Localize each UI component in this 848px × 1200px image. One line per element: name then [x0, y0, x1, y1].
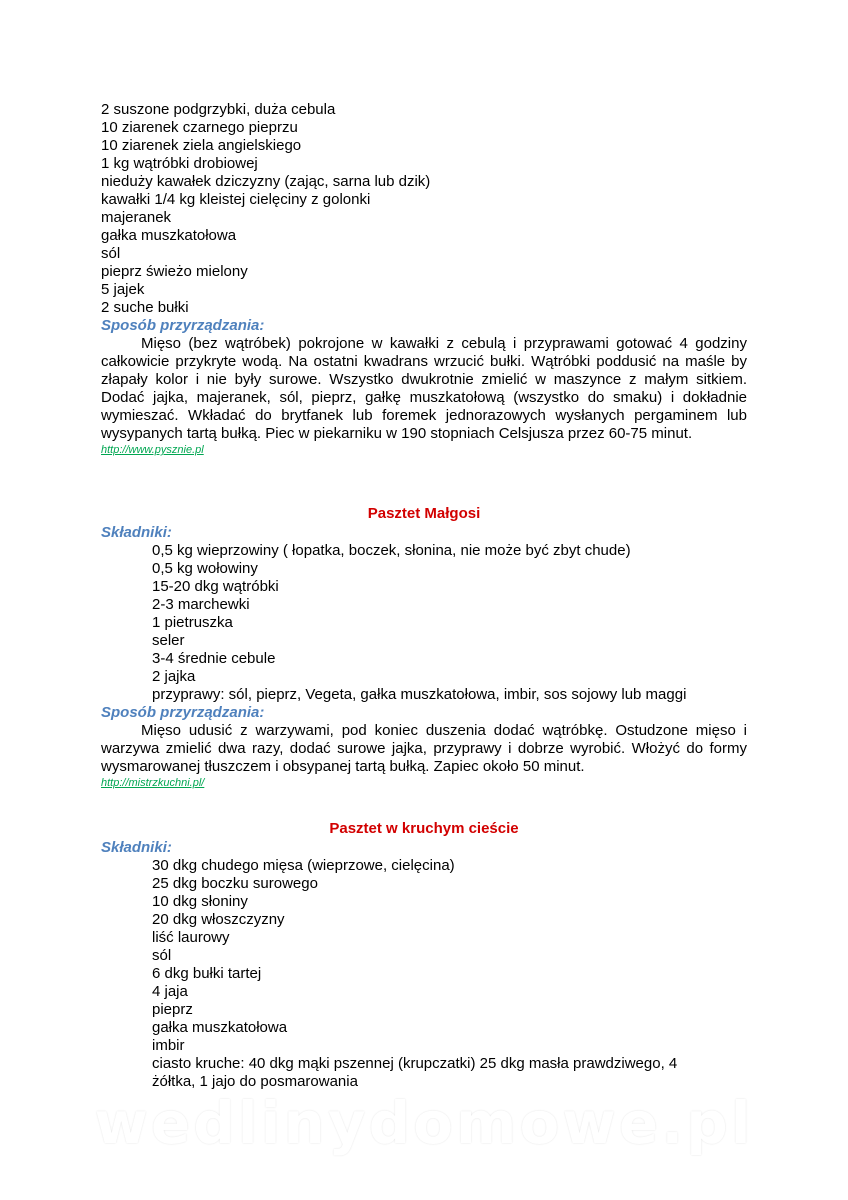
ingredient-line: 6 dkg bułki tartej: [152, 965, 262, 982]
ingredient-line: 30 dkg chudego mięsa (wieprzowe, cielęcina): [152, 857, 455, 874]
ingredient-line: 10 ziarenek ziela angielskiego: [101, 137, 302, 154]
ingredient-line: sól: [152, 947, 172, 964]
ingredient-line: 2 suche bułki: [101, 299, 189, 316]
ingredient-line: 5 jajek: [101, 281, 145, 298]
ingredient-line: 10 dkg słoniny: [152, 893, 248, 910]
recipe-3-body: [101, 839, 747, 1091]
ingredient-line: liść laurowy: [152, 929, 230, 946]
recipe-title: Pasztet w kruchym cieście: [329, 820, 519, 837]
ingredient-line: 3-4 średnie cebule: [152, 650, 276, 667]
ingredient-line: sól: [101, 245, 121, 262]
ingredient-line: 25 dkg boczku surowego: [152, 875, 318, 892]
method-label: Sposób przyrządzania:: [101, 704, 265, 721]
ingredient-line: żółtka, 1 jajo do posmarowania: [152, 1073, 358, 1090]
ingredient-line: przyprawy: sól, pieprz, Vegeta, gałka muszkatołowa, imbir, sos sojowy lub maggi: [152, 686, 687, 703]
ingredient-line: kawałki 1/4 kg kleistej cielęciny z golonki: [101, 191, 371, 208]
ingredient-line: 1 kg wątróbki drobiowej: [101, 155, 258, 172]
source-link[interactable]: http://mistrzkuchni.pl/: [101, 777, 205, 789]
ingredients-label: Składniki:: [101, 524, 172, 541]
method-paragraph: [101, 722, 747, 776]
method-text: Mięso (bez wątróbek) pokrojone w kawałki z cebulą i przyprawami gotować 4 godziny całkowicie przykryte wodą. Na ostatni kwadrans wrzucić bułki. Wątróbki poddusić na maśle by złapały kolor i nie były surowe. Wszystko dwukrotnie zmielić w maszynce z małym sitkiem. Dodać jajka, majeranek, sól, pieprz, gałkę muszkatołową (wszystko do smaku) i dokładnie wymieszać. Wkładać do brytfanek lub foremek jednorazowych wysłanych pergaminem lub wysypanych tartą bułką. Piec w piekarniku w 190 stopniach Celsjusza przez 60-75 minut.: [101, 335, 747, 442]
ingredient-line: pieprz: [152, 1001, 193, 1018]
method-text: Mięso udusić z warzywami, pod koniec duszenia dodać wątróbkę. Ostudzone mięso i warzywa zmielić dwa razy, dodać surowe jajka, przyprawy i dobrze wyrobić. Włożyć do formy wysmarowanej tłuszczem i obsypanej tartą bułką. Zapiec około 50 minut.: [101, 722, 747, 775]
ingredient-line: 1 pietruszka: [152, 614, 233, 631]
ingredient-line: majeranek: [101, 209, 172, 226]
ingredient-line: 20 dkg włoszczyzny: [152, 911, 285, 928]
ingredient-line: nieduży kawałek dziczyzny (zając, sarna lub dzik): [101, 173, 431, 190]
ingredient-line: 10 ziarenek czarnego pieprzu: [101, 119, 298, 136]
watermark: wedlinydomowe.pl: [94, 1089, 754, 1157]
recipe-title: Pasztet Małgosi: [367, 505, 481, 522]
ingredient-line: imbir: [152, 1037, 185, 1054]
ingredient-line: gałka muszkatołowa: [101, 227, 237, 244]
ingredient-line: gałka muszkatołowa: [152, 1019, 288, 1036]
ingredient-line: 15-20 dkg wątróbki: [152, 578, 279, 595]
recipe-1-ingredients: [101, 101, 747, 457]
recipe-2-body: [101, 524, 747, 790]
ingredient-line: 2 suszone podgrzybki, duża cebula: [101, 101, 336, 118]
ingredient-line: seler: [152, 632, 185, 649]
ingredient-line: 2 jajka: [152, 668, 196, 685]
source-link[interactable]: http://www.pysznie.pl: [101, 444, 204, 456]
ingredient-line: 2-3 marchewki: [152, 596, 250, 613]
ingredient-line: ciasto kruche: 40 dkg mąki pszennej (krupczatki) 25 dkg masła prawdziwego, 4: [152, 1055, 678, 1072]
ingredient-line: 4 jaja: [152, 983, 188, 1000]
ingredient-line: pieprz świeżo mielony: [101, 263, 248, 280]
method-paragraph: [101, 335, 747, 443]
ingredient-line: 0,5 kg wieprzowiny ( łopatka, boczek, słonina, nie może być zbyt chude): [152, 542, 631, 559]
ingredient-line: 0,5 kg wołowiny: [152, 560, 258, 577]
ingredients-label: Składniki:: [101, 839, 172, 856]
method-label: Sposób przyrządzania:: [101, 317, 265, 334]
